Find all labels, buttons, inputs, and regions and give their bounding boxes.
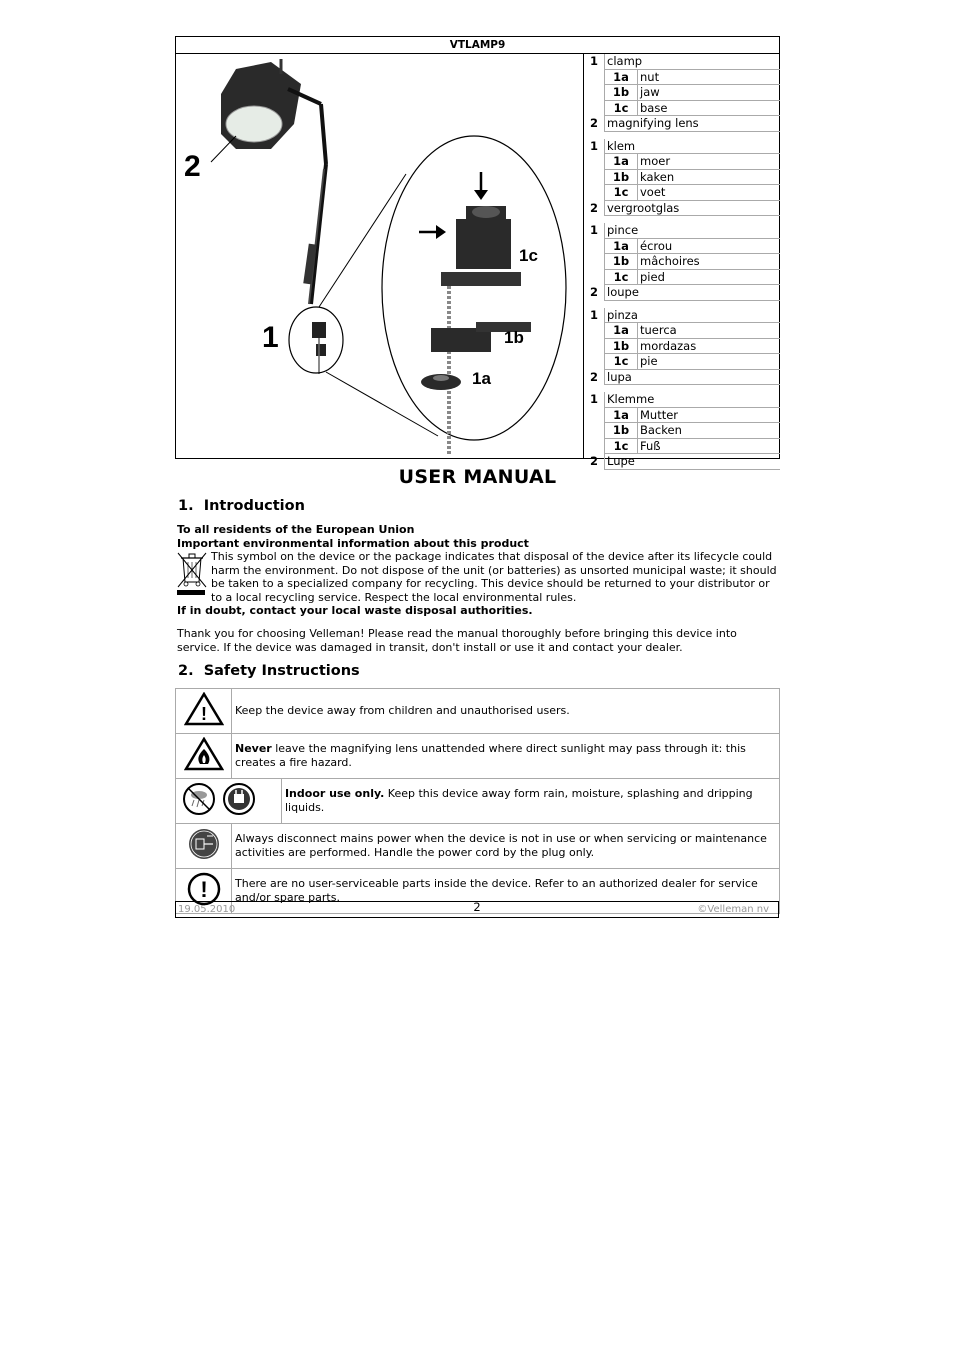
- part-nut: moer: [637, 154, 780, 170]
- part-lens: lupa: [604, 370, 780, 386]
- safety-text-service: There are no user-serviceable parts inside the device. Refer to an authorized dealer for service and/or spare parts.: [232, 868, 780, 913]
- part-jaw: mordazas: [637, 339, 780, 355]
- callout-clamp: 1: [262, 321, 279, 354]
- page-footer: [175, 901, 779, 918]
- callout-lens: 2: [184, 150, 201, 183]
- part-jaw: Backen: [637, 423, 780, 439]
- crossed-bin-icon: [175, 550, 211, 604]
- part-jaw: mâchoires: [637, 254, 780, 270]
- part-base: voet: [637, 185, 780, 201]
- safety-table: [175, 688, 780, 914]
- part-clamp: Klemme: [604, 392, 780, 408]
- no-rain-icon: [179, 782, 265, 816]
- callout-base: 1c: [519, 246, 538, 265]
- part-base: pie: [637, 354, 780, 370]
- safety-row: [176, 778, 780, 823]
- callout-jaw: 1b: [504, 328, 524, 347]
- parts-group: 1 clamp 1a nut 1b jaw 1c base 2 magnifying lens: [584, 54, 780, 132]
- fire-hazard-icon: [176, 733, 232, 778]
- callout-nut: 1a: [472, 369, 491, 388]
- parts-overview: [175, 54, 780, 468]
- weee-text: This symbol on the device or the package indicates that disposal of the device after its lifecycle could harm the environment. Do not dispose of the unit (or batteries) as unsorted municipal waste; it should be taken to a specialized company for recycling. This device should be returned to your distributor or to a local recycling service. Respect the local environmental rules.: [211, 550, 777, 604]
- part-lens: Lupe: [604, 454, 780, 470]
- safety-row: [176, 688, 780, 733]
- safety-heading: 2. Safety Instructions: [178, 662, 360, 679]
- safety-text-fire: Never leave the magnifying lens unattended where direct sunlight may pass through it: this creates a fire hazard.: [232, 733, 780, 778]
- parts-group: 1 klem 1a moer 1b kaken 1c voet 2 vergrootglas: [584, 139, 780, 217]
- part-clamp: pinza: [604, 308, 780, 324]
- part-base: base: [637, 101, 780, 117]
- part-nut: Mutter: [637, 408, 780, 424]
- svg-text:!: !: [200, 703, 207, 724]
- manual-title: USER MANUAL: [398, 466, 557, 488]
- safety-text-indoor: Indoor use only. Keep this device away form rain, moisture, splashing and dripping liquids.: [281, 778, 779, 823]
- part-lens: vergrootglas: [604, 201, 780, 217]
- safety-text-children: Keep the device away from children and unauthorised users.: [232, 688, 780, 733]
- env-info-line: Important environmental information about this product: [177, 536, 529, 550]
- parts-group: 1 pinza 1a tuerca 1b mordazas 1c pie 2 lupa: [584, 308, 780, 386]
- page-number: 2: [473, 900, 481, 914]
- part-base: pied: [637, 270, 780, 286]
- safety-row: [176, 823, 780, 868]
- part-clamp: pince: [604, 223, 780, 239]
- intro-heading: 1. Introduction: [178, 498, 305, 514]
- parts-list: [584, 54, 780, 470]
- model-header: VTLAMP9: [175, 36, 780, 54]
- parts-group: 1 pince 1a écrou 1b mâchoires 1c pied 2 loupe: [584, 223, 780, 301]
- part-nut: tuerca: [637, 323, 780, 339]
- indoor-icons: [176, 778, 282, 823]
- warning-triangle-icon: [176, 688, 232, 733]
- footer-copyright: ©Velleman nv: [697, 904, 769, 915]
- part-lens: loupe: [604, 285, 780, 301]
- thanks-paragraph: Thank you for choosing Velleman! Please read the manual thoroughly before bringing this device into service. If the device was damaged in transit, don't install or use it and contact your dealer.: [177, 626, 737, 654]
- part-jaw: kaken: [637, 170, 780, 186]
- lamp-illustration: [176, 54, 583, 458]
- part-jaw: jaw: [637, 85, 780, 101]
- safety-row: [176, 733, 780, 778]
- part-base: Fuß: [637, 439, 780, 455]
- weee-notice: [175, 550, 780, 604]
- eu-residents-line: To all residents of the European Union: [177, 523, 415, 536]
- part-lens: magnifying lens: [604, 116, 780, 132]
- part-nut: écrou: [637, 239, 780, 255]
- part-clamp: klem: [604, 139, 780, 155]
- parts-group: 1 Klemme 1a Mutter 1b Backen 1c Fuß 2 Lupe: [584, 392, 780, 470]
- footer-date: 19.05.2010: [178, 904, 236, 915]
- manual-page: [175, 36, 780, 914]
- unplug-icon: [176, 823, 232, 868]
- doubt-line: If in doubt, contact your local waste disposal authorities.: [177, 604, 533, 618]
- part-clamp: clamp: [604, 54, 780, 70]
- svg-text:!: !: [199, 876, 208, 902]
- safety-text-power: Always disconnect mains power when the device is not in use or when servicing or maintenance activities are performed. Handle the power cord by the plug only.: [232, 823, 780, 868]
- lamp-figure: [176, 54, 584, 458]
- part-nut: nut: [637, 70, 780, 86]
